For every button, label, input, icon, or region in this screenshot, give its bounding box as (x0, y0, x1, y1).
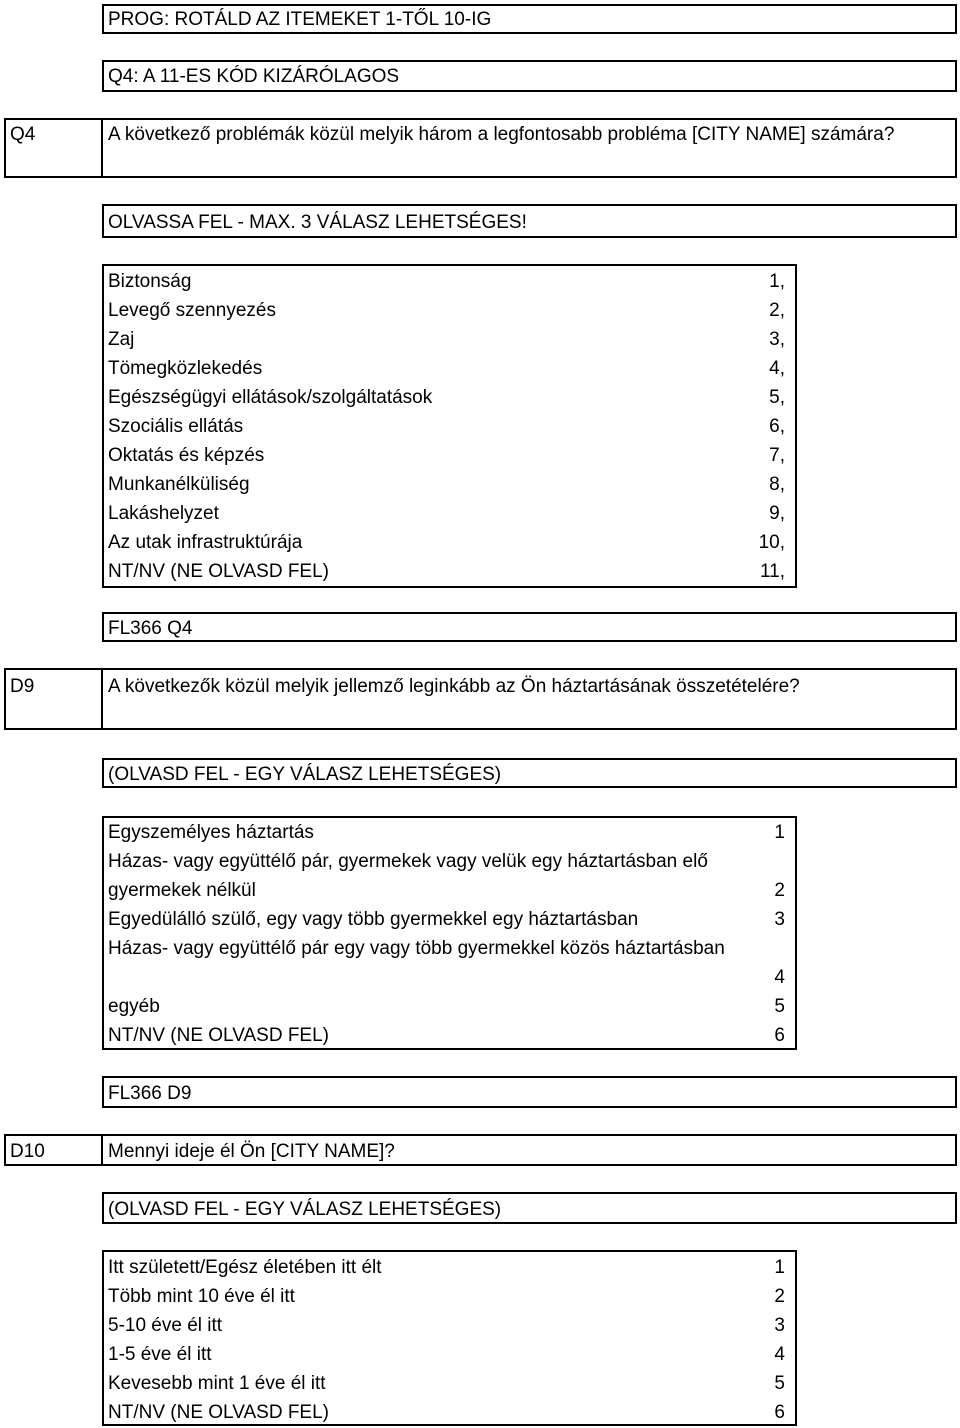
option-code: 5 (774, 1373, 785, 1394)
d9-options-box (102, 816, 797, 1050)
option-label: 5-10 éve él itt (108, 1315, 223, 1336)
d10-option (104, 1253, 795, 1282)
d9-question-box (101, 668, 957, 730)
d9-option (104, 905, 795, 934)
option-label: NT/NV (NE OLVASD FEL) (108, 1402, 329, 1423)
option-label: Több mint 10 éve él itt (108, 1286, 295, 1307)
q4-filter: FL366 Q4 (108, 618, 193, 639)
option-label: egyéb (108, 996, 160, 1017)
d10-id: D10 (10, 1141, 45, 1162)
option-label: Egészségügyi ellátások/szolgáltatások (108, 387, 433, 408)
q4-filter-box (102, 612, 957, 642)
option-code: 5 (774, 996, 785, 1017)
d9-option (104, 992, 795, 1021)
d9-option (104, 876, 795, 905)
option-code: 1, (769, 271, 785, 292)
option-code: 7, (769, 445, 785, 466)
q4-option (104, 528, 795, 557)
option-label: Házas- vagy együttélő pár, gyermekek vagy velük egy háztartásban elő (108, 851, 708, 872)
d10-option (104, 1369, 795, 1398)
q4-option (104, 296, 795, 325)
option-label: Munkanélküliség (108, 474, 250, 495)
option-label: Szociális ellátás (108, 416, 244, 437)
d9-instruction-box (102, 758, 957, 788)
q4-option (104, 441, 795, 470)
option-code: 11, (759, 561, 785, 582)
d9-option (104, 934, 795, 963)
q4-note: Q4: A 11-ES KÓD KIZÁRÓLAGOS (108, 66, 400, 87)
option-code: 5, (769, 387, 785, 408)
prog-note-box (102, 4, 957, 34)
d9-question: A következők közül melyik jellemző leginkább az Ön háztartásának összetételére? (108, 676, 800, 697)
option-label: Egyszemélyes háztartás (108, 822, 314, 843)
option-code: 2 (774, 880, 785, 901)
d9-option (104, 818, 795, 847)
option-label: Tömegközlekedés (108, 358, 263, 379)
d9-filter-box (102, 1076, 957, 1108)
option-label: NT/NV (NE OLVASD FEL) (108, 561, 329, 582)
q4-option (104, 325, 795, 354)
d10-option (104, 1398, 795, 1427)
d10-instruction-box (102, 1192, 957, 1224)
option-code: 6 (774, 1025, 785, 1046)
q4-question-box (101, 118, 957, 178)
option-label: Lakáshelyzet (108, 503, 219, 524)
q4-option (104, 557, 795, 586)
q4-option (104, 267, 795, 296)
option-code: 2 (774, 1286, 785, 1307)
option-label: Az utak infrastruktúrája (108, 532, 303, 553)
option-code: 3 (774, 909, 785, 930)
d10-options-box (102, 1250, 797, 1426)
q4-id-box (4, 118, 103, 178)
q4-option (104, 499, 795, 528)
d9-option (104, 963, 795, 992)
option-code: 1 (774, 822, 785, 843)
option-label: Zaj (108, 329, 135, 350)
q4-instruction: OLVASSA FEL - MAX. 3 VÁLASZ LEHETSÉGES! (108, 212, 527, 233)
d9-option (104, 1021, 795, 1050)
q4-option (104, 354, 795, 383)
d10-id-box (4, 1134, 103, 1166)
option-code: 6, (769, 416, 785, 437)
q4-instruction-box (102, 204, 957, 238)
option-label: Itt született/Egész életében itt élt (108, 1257, 382, 1278)
d9-instruction: (OLVASD FEL - EGY VÁLASZ LEHETSÉGES) (108, 764, 502, 785)
q4-option (104, 470, 795, 499)
option-label: Egyedülálló szülő, egy vagy több gyermekkel egy háztartásban (108, 909, 639, 930)
option-code: 2, (769, 300, 785, 321)
q4-question: A következő problémák közül melyik három a legfontosabb probléma [CITY NAME] számára? (108, 124, 895, 145)
option-label: Oktatás és képzés (108, 445, 265, 466)
d9-filter: FL366 D9 (108, 1083, 192, 1104)
d9-id: D9 (10, 676, 35, 697)
option-code: 1 (774, 1257, 785, 1278)
prog-note: PROG: ROTÁLD AZ ITEMEKET 1-TŐL 10-IG (108, 9, 492, 30)
option-label: Házas- vagy együttélő pár egy vagy több gyermekkel közös háztartásban (108, 938, 725, 959)
d10-option (104, 1282, 795, 1311)
d10-instruction: (OLVASD FEL - EGY VÁLASZ LEHETSÉGES) (108, 1199, 502, 1220)
option-code: 6 (774, 1402, 785, 1423)
option-code: 4, (769, 358, 785, 379)
option-code: 3 (774, 1315, 785, 1336)
d9-id-box (4, 668, 103, 730)
q4-note-box (102, 60, 957, 92)
q4-id: Q4 (10, 124, 36, 145)
q4-option (104, 383, 795, 412)
d9-option (104, 847, 795, 876)
d10-question-box (101, 1134, 957, 1166)
option-label: NT/NV (NE OLVASD FEL) (108, 1025, 329, 1046)
option-label: 1-5 éve él itt (108, 1344, 212, 1365)
option-label: Levegő szennyezés (108, 300, 276, 321)
q4-option (104, 412, 795, 441)
option-label: Biztonság (108, 271, 192, 292)
option-code: 10, (758, 532, 785, 553)
option-code: 8, (769, 474, 785, 495)
option-code: 9, (769, 503, 785, 524)
option-code: 4 (774, 967, 785, 988)
d10-option (104, 1311, 795, 1340)
option-code: 3, (769, 329, 785, 350)
option-code: 4 (774, 1344, 785, 1365)
option-label: Kevesebb mint 1 éve él itt (108, 1373, 326, 1394)
d10-question: Mennyi ideje él Ön [CITY NAME]? (108, 1141, 395, 1162)
d10-option (104, 1340, 795, 1369)
option-label-continued: gyermekek nélkül (108, 880, 256, 901)
q4-options-box (102, 264, 797, 588)
